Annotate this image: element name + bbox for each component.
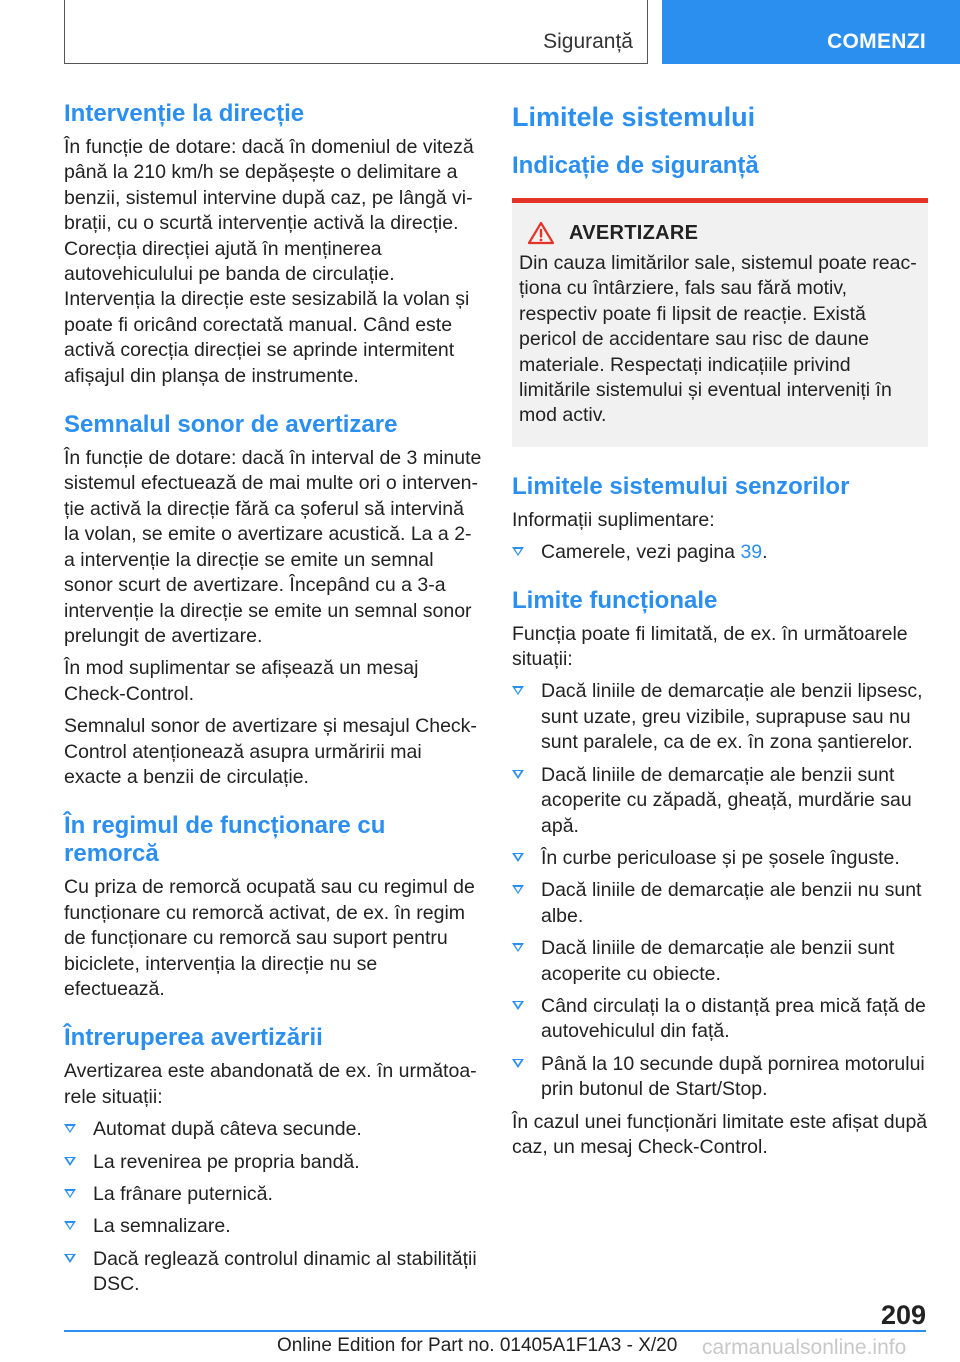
warning-label: AVERTIZARE (569, 221, 699, 244)
bullet-triangle-icon (512, 853, 524, 862)
bullet-triangle-icon (512, 885, 524, 894)
paragraph-steering-intervention: În funcție de dotare: dacă în domeniul de viteză până la 210 km/h se depășește o delimitare a benzii, sistemul intervine după caz, pe lângă vibrații, cu o scurtă intervenție activă la direcție. Corecția direcției ajută în menținerea autovehiculului pe banda de circulație. Intervenția la direcție este sesizabilă la volan și poate fi oricând corectată manual. Când este activă corecția direcției se aprinde intermitent afișajul din planșa de instrumente. (64, 136, 474, 387)
header-chapter-title: COMENZI (827, 30, 926, 53)
heading-acoustic-warning: Semnalul sonor de avertizare (64, 411, 398, 439)
paragraph-trailer-mode: Cu priza de remorcă ocupată sau cu regimul de funcționare cu remorcă activat, de ex. în regim de funcționare cu remorcă sau suport pentru biciclete, intervenția la direcție nu se efectuează. (64, 876, 475, 1000)
list-item: Dacă liniile de demarcație ale benzii sunt acoperite cu obiecte. (512, 936, 928, 987)
paragraph-acoustic-warning-3: Semnalul sonor de avertizare și mesajul Check-Control atenționează asupra urmăririi mai exacte a benzii de circulație. (64, 715, 477, 788)
header-section-box (64, 0, 648, 64)
bullet-triangle-icon (64, 1157, 76, 1166)
bullet-triangle-icon (512, 1059, 524, 1068)
list-item: Dacă liniile de demarcație ale benzii nu sunt albe. (512, 878, 928, 929)
list-item: Camerele, vezi pagina 39. (512, 540, 928, 565)
warning-text: Din cauza limitărilor sale, sistemul poate reacționa cu întârziere, fals sau fără motiv, respectiv poate fi lipsit de reacție. Există pericol de accidentare sau risc de daune materiale. Respectați indicațiile privind limitările sistemului și eventual interveniți în mod activ. (519, 252, 917, 427)
warning-box (512, 198, 928, 447)
list-item: La frânare puternică. (64, 1182, 482, 1207)
footer-divider (64, 1330, 926, 1332)
list-item: În curbe periculoase și pe șosele înguste. (512, 846, 928, 871)
list-item: Dacă liniile de demarcație ale benzii sunt acoperite cu zăpadă, gheață, murdărie sau apă. (512, 763, 928, 839)
heading-system-limits: Limitele sistemului (512, 102, 756, 132)
paragraph-acoustic-warning-1: În funcție de dotare: dacă în interval de 3 minute sistemul efectuează de mai multe ori o intervenție activă la direcție fără ca șoferul să intervină la volan, se emite o avertizare acustică. La a 2-a intervenție la direcție se emite un semnal sonor scurt de avertizare. Începând cu a 3-a intervenție la direcție se emite un semnal sonor prelungit de avertizare. (64, 447, 482, 647)
heading-warning-interruption: Întreruperea avertizării (64, 1024, 323, 1052)
list-functional-limits (512, 679, 928, 1102)
header-chapter-tab[interactable] (662, 0, 960, 64)
paragraph-functional-outro: În cazul unei funcționări limitate este afișat după caz, un mesaj Check-Control. (512, 1110, 928, 1158)
footer-edition: Online Edition for Part no. 01405A1F1A3 - X/20 (277, 1335, 678, 1356)
heading-safety-note: Indicație de siguranță (512, 152, 759, 179)
list-item: Dacă liniile de demarcație ale benzii lipsesc, sunt uzate, greu vizibile, suprapuse sau nu sunt paralele, ca de ex. în zona șantierelor. (512, 679, 928, 755)
bullet-triangle-icon (64, 1221, 76, 1230)
list-sensor-limits (512, 540, 928, 565)
header-section-title: Siguranță (543, 30, 633, 53)
bullet-triangle-icon (64, 1254, 76, 1263)
list-item: Când circulați la o distanță prea mică față de autovehiculul din față. (512, 994, 928, 1045)
bullet-triangle-icon (64, 1189, 76, 1198)
warning-triangle-icon (527, 221, 555, 245)
heading-sensor-limits: Limitele sistemului senzorilor (512, 472, 850, 500)
paragraph-warning-interruption: Avertizarea este abandonată de ex. în următoarele situații: (64, 1060, 477, 1108)
list-item: La semnalizare. (64, 1214, 482, 1239)
list-item: Până la 10 secunde după pornirea motorului prin butonul de Start/Stop. (512, 1052, 928, 1103)
bullet-triangle-icon (512, 547, 524, 556)
list-item: Automat după câteva secunde. (64, 1117, 482, 1142)
paragraph-sensor-intro: Informații suplimentare: (512, 508, 715, 531)
left-column (64, 100, 482, 1305)
list-warning-interruption (64, 1117, 482, 1297)
page-number: 209 (880, 1300, 926, 1330)
list-item: La revenirea pe propria bandă. (64, 1150, 482, 1175)
list-item: Dacă reglează controlul dinamic al stabilității DSC. (64, 1247, 482, 1298)
footer-watermark: carmanualsonline.info (702, 1336, 907, 1359)
bullet-triangle-icon (512, 686, 524, 695)
bullet-triangle-icon (64, 1124, 76, 1133)
bullet-triangle-icon (512, 1001, 524, 1010)
page-reference-link[interactable]: 39 (740, 541, 763, 564)
heading-steering-intervention: Intervenție la direcție (64, 100, 305, 127)
bullet-triangle-icon (512, 943, 524, 952)
bullet-triangle-icon (512, 770, 524, 779)
paragraph-acoustic-warning-2: În mod suplimentar se afișează un mesaj Check-Control. (64, 657, 419, 705)
heading-functional-limits: Limite funcționale (512, 586, 718, 614)
heading-trailer-mode: În regimul de funcționare cu remorcă (64, 812, 386, 868)
paragraph-functional-intro: Funcția poate fi limitată, de ex. în următoarele situații: (512, 622, 908, 671)
right-column (512, 100, 928, 1160)
